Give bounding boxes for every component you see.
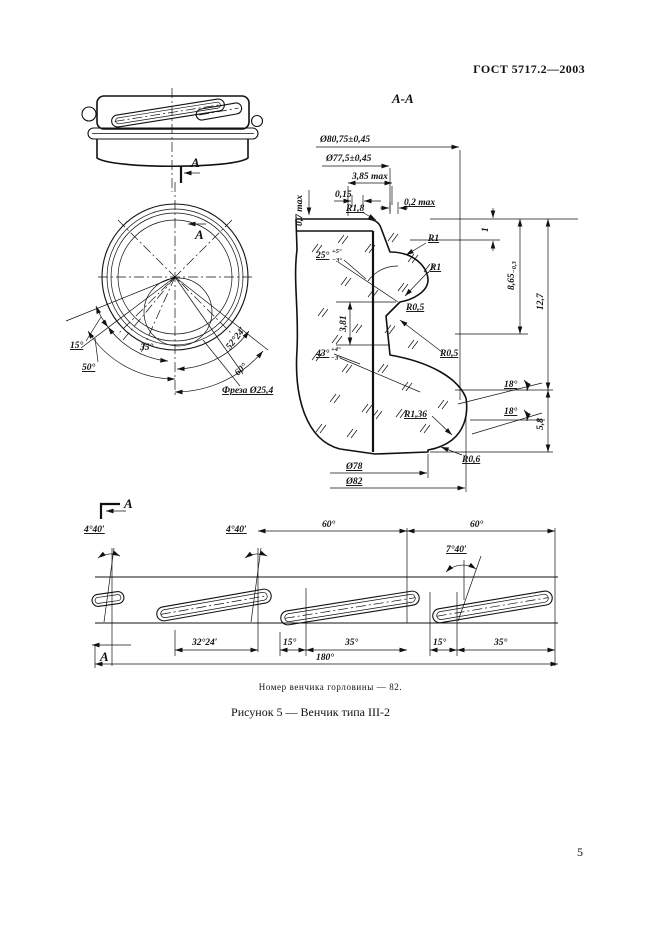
dim-02max: [380, 198, 435, 214]
hatch-mark: [342, 364, 352, 373]
dim-label: R0,5: [440, 349, 459, 359]
dim-label-1: 1: [481, 227, 491, 232]
dim-d78: [330, 454, 428, 478]
dim-tol: −3°: [331, 355, 341, 362]
dim-r136: [403, 410, 452, 435]
hatch-mark: [352, 324, 362, 333]
angle-label-50: 50°: [82, 363, 96, 373]
dim-tol: +5°: [332, 248, 342, 255]
hatch-mark: [347, 429, 357, 438]
dim-label: Ø77,5±0,45: [326, 154, 372, 164]
dim-label: 4°40′: [84, 525, 105, 535]
lug-2: [280, 590, 420, 626]
hatch-mark: [398, 283, 408, 292]
angle-arcs: [86, 306, 263, 392]
dim-label-127: 12,7: [536, 293, 546, 310]
hatch-mark: [332, 335, 342, 344]
section-letter: А: [100, 649, 109, 664]
dim-60-2: [407, 519, 555, 531]
dim-angle25: [315, 248, 398, 302]
plan-view: [66, 155, 273, 396]
dim-label: 18°: [504, 407, 518, 417]
lug-end-right: [252, 116, 263, 127]
dim-15-2: [430, 637, 457, 650]
hatch-mark: [388, 233, 398, 242]
dim-label: R1: [430, 263, 442, 273]
figure-caption: Рисунок 5 — Венчик типа III-2: [231, 705, 390, 719]
radial-lines: [66, 277, 268, 374]
section-marker-bottom: [188, 224, 206, 242]
dim-r18: [345, 204, 376, 220]
lug-end-left: [82, 107, 96, 121]
hatch-mark: [330, 394, 340, 403]
figure-note: Номер венчика горловины — 82.: [258, 682, 403, 692]
section-letter: А: [191, 155, 200, 170]
dim-35-1: [306, 637, 407, 650]
dim-label: 4°40′: [226, 525, 247, 535]
dim-label: 0,7 max: [295, 194, 305, 226]
dim-label: 25°: [316, 251, 330, 261]
dim-label: 0,15: [335, 190, 352, 200]
thread-lug-long: [111, 98, 225, 128]
hatch-mark: [408, 340, 418, 349]
dim-angle43: [315, 346, 420, 392]
dim-label: R1: [428, 234, 440, 244]
neck-lower-body: [97, 139, 248, 166]
dim-label: 15°: [283, 638, 297, 648]
developed-view: [83, 496, 558, 668]
hatch-mark: [318, 308, 328, 317]
section-letter: А: [124, 496, 133, 511]
dim-35-2: [457, 637, 555, 650]
section-marker-top: [101, 496, 133, 519]
dim-label: 43°: [316, 349, 330, 359]
dim-tol: −3°: [332, 257, 342, 264]
dim-r1-top: [406, 234, 439, 255]
dim-label: 35°: [345, 638, 359, 648]
angle-label-15: 15°: [70, 341, 84, 351]
dim-label: 3,81: [339, 315, 349, 332]
dim-r06: [441, 447, 480, 465]
dim-18-top: [458, 379, 542, 404]
dim-label-58: 5,8: [536, 418, 546, 430]
dim-label: R0,6: [462, 455, 481, 465]
hatch-mark: [316, 424, 326, 433]
dim-180: [95, 646, 558, 668]
dim-60-1: [258, 519, 407, 531]
dim-r05-mid: [400, 320, 458, 359]
hatch-mark: [341, 277, 351, 286]
angle-label-52-24: 52°24′: [224, 325, 249, 352]
page-number: 5: [577, 845, 583, 859]
dim-440-2: [225, 524, 267, 622]
standard-number: ГОСТ 5717.2—2003: [473, 62, 585, 76]
dim-3224: [175, 637, 258, 650]
angle-label-60: 60°: [233, 361, 250, 379]
section-marker-top: [181, 155, 200, 183]
dim-label: Ø78: [346, 462, 363, 472]
section-title: А-А: [392, 91, 414, 106]
dim-label: 3,85 max: [352, 172, 388, 182]
hatch-mark: [378, 364, 388, 373]
dim-label: Ø82: [346, 477, 363, 487]
dim-label-865: $8,65_{-0,3}$: [507, 261, 518, 290]
dim-18-bot: [470, 406, 545, 434]
dim-label: 180°: [316, 653, 335, 663]
angle-label-35: 35°: [140, 343, 154, 353]
dim-15-1: [280, 632, 306, 656]
hatch-mark: [362, 404, 372, 413]
dim-label: 7°40′: [446, 545, 467, 555]
dim-label: 60°: [322, 520, 336, 530]
cutter-circle: [144, 278, 212, 346]
dim-label: 18°: [504, 380, 518, 390]
cutter-label: Фреза Ø25,4: [222, 386, 274, 396]
dim-label: Ø80,75±0,45: [320, 135, 371, 145]
dim-label: 15°: [433, 638, 447, 648]
dim-label: R1,8: [346, 204, 365, 214]
dim-label: 0,2 max: [404, 198, 436, 208]
dim-440-1: [83, 524, 120, 622]
lug-3: [432, 590, 554, 624]
side-view: [82, 88, 263, 192]
section-letter: А: [195, 227, 204, 242]
dim-label: 35°: [494, 638, 508, 648]
dim-label: R1,36: [404, 410, 427, 420]
hatch-mark: [420, 424, 430, 433]
dim-label: 60°: [470, 520, 484, 530]
dim-tol: +4°: [331, 346, 341, 353]
thread-lug-short: [195, 102, 242, 121]
section-view: [295, 91, 578, 492]
hatch-mark: [338, 235, 348, 244]
dim-07max: [295, 190, 309, 226]
hatch-mark: [438, 400, 448, 409]
dim-right-stack: [410, 208, 578, 452]
section-marker-bottom: [92, 645, 131, 664]
dim-label: 32°24′: [192, 638, 218, 648]
dim-r05-top: R0,5: [406, 303, 425, 313]
